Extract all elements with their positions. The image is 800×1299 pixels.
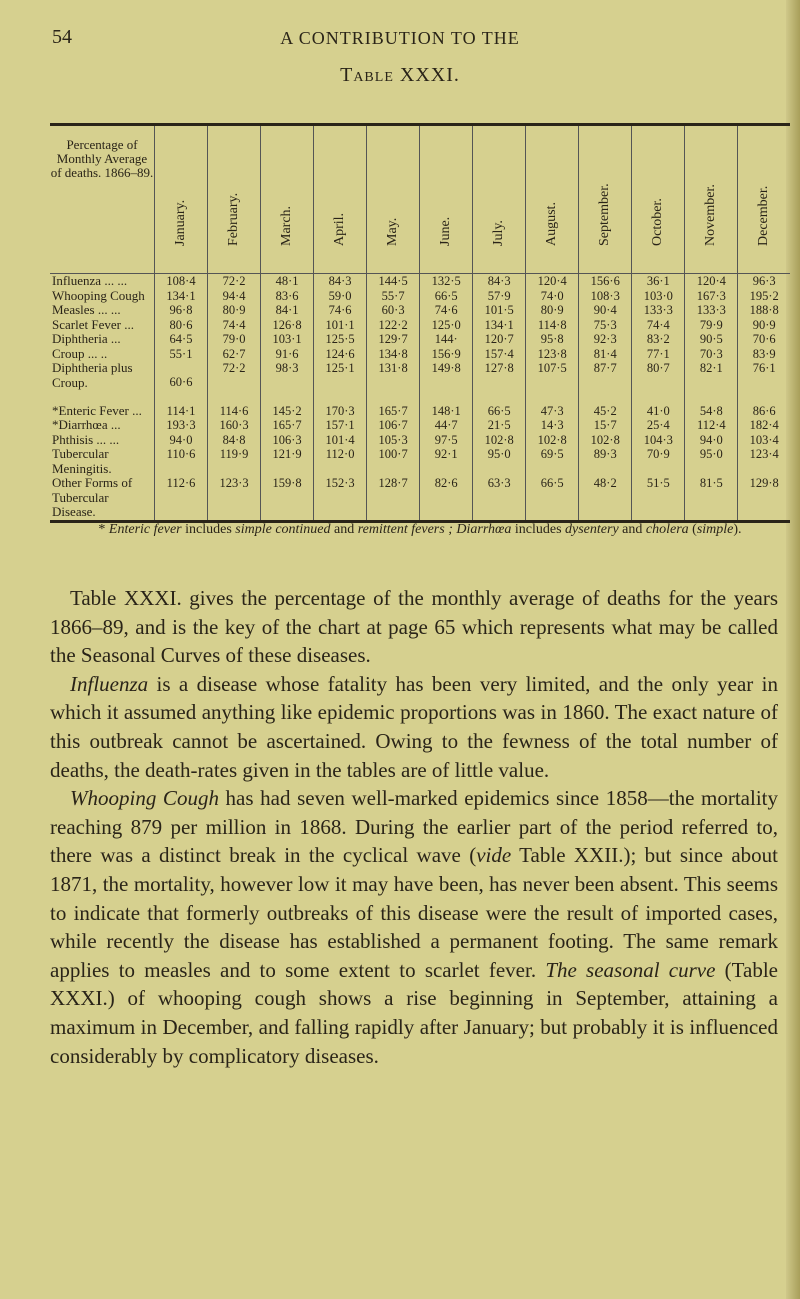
cell-value: 123·4 bbox=[738, 447, 790, 476]
cell-value: 70·9 bbox=[632, 447, 685, 476]
table-row bbox=[50, 289, 790, 304]
cell-value: 14·3 bbox=[526, 418, 579, 433]
cell-value: 122·2 bbox=[367, 318, 420, 333]
cell-value: 80·9 bbox=[208, 303, 261, 318]
cell-value: 134·8 bbox=[367, 347, 420, 362]
italic-text: The seasonal curve bbox=[545, 957, 716, 982]
cell-value: 55·1 bbox=[155, 347, 208, 362]
text-segment: and bbox=[330, 522, 358, 537]
cell-value: 90·5 bbox=[685, 332, 738, 347]
cell-value: 59·0 bbox=[314, 289, 367, 304]
cell-value: 25·4 bbox=[632, 418, 685, 433]
cell-value: 112·6 bbox=[155, 476, 208, 521]
paragraph bbox=[50, 584, 778, 670]
cell-value: 89·3 bbox=[579, 447, 632, 476]
italic-text: simple bbox=[696, 522, 734, 537]
cell-value: 123·8 bbox=[526, 347, 579, 362]
cell-value: 102·8 bbox=[579, 433, 632, 448]
cell-value: 195·2 bbox=[738, 289, 790, 304]
cell-value: 55·7 bbox=[367, 289, 420, 304]
row-label: Scarlet Fever ... bbox=[52, 316, 134, 332]
cell-value: 21·5 bbox=[473, 418, 526, 433]
cell-value: 94·4 bbox=[208, 289, 261, 304]
month-header bbox=[367, 125, 420, 274]
cell-value: 95·8 bbox=[526, 332, 579, 347]
cell-value: 96·3 bbox=[738, 274, 790, 289]
cell-value: 84·3 bbox=[473, 274, 526, 289]
cell-value: 148·1 bbox=[420, 404, 473, 419]
cell-value: 120·4 bbox=[685, 274, 738, 289]
month-header bbox=[685, 125, 738, 274]
text-segment: and bbox=[618, 522, 646, 537]
cell-value: 128·7 bbox=[367, 476, 420, 521]
cell-value: 129·8 bbox=[738, 476, 790, 521]
cell-value: 96·8 bbox=[155, 303, 208, 318]
row-label: Diphtheria ... bbox=[52, 331, 121, 346]
paragraph bbox=[50, 784, 778, 1070]
cell-value: 149·8 bbox=[420, 361, 473, 404]
month-header bbox=[579, 125, 632, 274]
italic-text: Influenza bbox=[70, 671, 149, 696]
cell-value: 133·3 bbox=[632, 303, 685, 318]
cell-value: 74·6 bbox=[314, 303, 367, 318]
cell-value: 103·4 bbox=[738, 433, 790, 448]
table-row bbox=[50, 274, 790, 289]
month-header bbox=[314, 125, 367, 274]
cell-value: 126·8 bbox=[261, 318, 314, 333]
cell-value: 145·2 bbox=[261, 404, 314, 419]
month-label: May. bbox=[385, 217, 401, 246]
cell-value: 70·6 bbox=[738, 332, 790, 347]
italic-text: cholera bbox=[645, 522, 689, 537]
cell-value: 66·5 bbox=[420, 289, 473, 304]
month-header bbox=[420, 125, 473, 274]
cell-value: 114·1 bbox=[155, 404, 208, 419]
month-label: October. bbox=[650, 198, 666, 246]
text-segment: includes bbox=[181, 522, 236, 537]
cell-value: 106·7 bbox=[367, 418, 420, 433]
month-label: September. bbox=[597, 183, 613, 246]
cell-value: 83·9 bbox=[738, 347, 790, 362]
cell-value: 156·6 bbox=[579, 274, 632, 289]
cell-value: 95·0 bbox=[473, 447, 526, 476]
cell-value: 90·9 bbox=[738, 318, 790, 333]
cell-value: 79·0 bbox=[208, 332, 261, 347]
cell-value: 75·3 bbox=[579, 318, 632, 333]
cell-value: 112·4 bbox=[685, 418, 738, 433]
month-header bbox=[738, 125, 790, 274]
running-head: A CONTRIBUTION TO THE bbox=[280, 28, 520, 48]
cell-value: 83·2 bbox=[632, 332, 685, 347]
cell-value: 62·7 bbox=[208, 347, 261, 362]
cell-value: 119·9 bbox=[208, 447, 261, 476]
cell-value: 80·6 bbox=[155, 318, 208, 333]
table-row bbox=[50, 447, 790, 476]
row-label: Whooping Cough bbox=[52, 287, 145, 303]
table-row bbox=[50, 318, 790, 333]
text-segment: ( bbox=[688, 522, 697, 537]
cell-value: 125·5 bbox=[314, 332, 367, 347]
text-segment: Table XXII.); but since about 1871, the mortality, however low it may have been, has never been absent. This seems to indicate that formerly outbreaks of this disease were the result of imported cases, while recently the disease has established a permanent footing. The same remark applies to measles and to some extent to scarlet fever. bbox=[50, 843, 778, 982]
cell-value: 165·7 bbox=[367, 404, 420, 419]
cell-value: 98·3 bbox=[261, 361, 314, 404]
cell-value: 95·0 bbox=[685, 447, 738, 476]
row-label: Other Forms of Tubercular Disease. bbox=[52, 475, 133, 519]
cell-value: 81·5 bbox=[685, 476, 738, 521]
month-label: August. bbox=[544, 202, 560, 246]
cell-value: 125·0 bbox=[420, 318, 473, 333]
month-label: March. bbox=[279, 205, 295, 246]
cell-value: 107·5 bbox=[526, 361, 579, 404]
cell-value: 84·8 bbox=[208, 433, 261, 448]
cell-value: 91·6 bbox=[261, 347, 314, 362]
italic-text: vide bbox=[476, 843, 512, 868]
cell-value: 82·6 bbox=[420, 476, 473, 521]
cell-value: 157·4 bbox=[473, 347, 526, 362]
cell-value: 57·9 bbox=[473, 289, 526, 304]
table-row bbox=[50, 476, 790, 521]
cell-value: 134·1 bbox=[155, 289, 208, 304]
table-row bbox=[50, 418, 790, 433]
month-header bbox=[526, 125, 579, 274]
cell-value: 80·7 bbox=[632, 361, 685, 404]
cell-value: 82·1 bbox=[685, 361, 738, 404]
cell-value: 72·2 bbox=[208, 274, 261, 289]
row-label: Phthisis ... ... bbox=[52, 431, 120, 447]
cell-value: 114·6 bbox=[208, 404, 261, 419]
cell-value: 188·8 bbox=[738, 303, 790, 318]
cell-value: 102·8 bbox=[473, 433, 526, 448]
cell-value: 80·9 bbox=[526, 303, 579, 318]
cell-value: 101·1 bbox=[314, 318, 367, 333]
month-header bbox=[473, 125, 526, 274]
table-title: Table XXXI. bbox=[340, 64, 460, 86]
cell-value: 108·4 bbox=[155, 274, 208, 289]
cell-value: 84·3 bbox=[314, 274, 367, 289]
month-label: February. bbox=[226, 192, 242, 246]
cell-value: 66·5 bbox=[526, 476, 579, 521]
cell-value: 51·5 bbox=[632, 476, 685, 521]
text-segment: ). bbox=[733, 522, 742, 537]
cell-value: 74·0 bbox=[526, 289, 579, 304]
cell-value: 94·0 bbox=[155, 433, 208, 448]
cell-value: 45·2 bbox=[579, 404, 632, 419]
cell-value: 70·3 bbox=[685, 347, 738, 362]
table-row bbox=[50, 303, 790, 318]
cell-value: 124·6 bbox=[314, 347, 367, 362]
mortality-table bbox=[50, 123, 790, 523]
cell-value: 79·9 bbox=[685, 318, 738, 333]
table-row bbox=[50, 347, 790, 362]
table-row bbox=[50, 404, 790, 419]
cell-value: 103·1 bbox=[261, 332, 314, 347]
cell-value: 133·3 bbox=[685, 303, 738, 318]
body-text bbox=[50, 584, 778, 1070]
text-segment: (Table XXXI.) of whooping cough shows a rise beginning in September, attaining a maximum in December, and falling rapidly after January; but probably it is influenced considerably by complicatory diseases. bbox=[50, 957, 778, 1068]
header-label: Percentage of Monthly Average of deaths. 1866–89. bbox=[50, 125, 155, 274]
cell-value: 48·2 bbox=[579, 476, 632, 521]
cell-value: 170·3 bbox=[314, 404, 367, 419]
cell-value: 63·3 bbox=[473, 476, 526, 521]
cell-value: 129·7 bbox=[367, 332, 420, 347]
text-segment: * bbox=[98, 522, 109, 537]
cell-value: 87·7 bbox=[579, 361, 632, 404]
cell-value: 144·5 bbox=[367, 274, 420, 289]
cell-value: 81·4 bbox=[579, 347, 632, 362]
italic-text: dysentery bbox=[565, 522, 619, 537]
month-label: July. bbox=[491, 220, 507, 246]
cell-value: 60·6 bbox=[155, 361, 208, 404]
cell-value: 160·3 bbox=[208, 418, 261, 433]
month-header bbox=[632, 125, 685, 274]
cell-value: 92·3 bbox=[579, 332, 632, 347]
cell-value: 159·8 bbox=[261, 476, 314, 521]
page-number: 54 bbox=[52, 26, 72, 48]
row-label: *Diarrhœa ... bbox=[52, 417, 121, 432]
cell-value: 105·3 bbox=[367, 433, 420, 448]
cell-value: 182·4 bbox=[738, 418, 790, 433]
cell-value: 84·1 bbox=[261, 303, 314, 318]
cell-value: 131·8 bbox=[367, 361, 420, 404]
cell-value: 120·4 bbox=[526, 274, 579, 289]
table-row bbox=[50, 361, 790, 404]
cell-value: 74·4 bbox=[208, 318, 261, 333]
text-segment: Table XXXI. gives the percentage of the monthly average of deaths for the years 1866–89, and is the key of the chart at page 65 which represents what may be called the Seasonal Curves of these diseases. bbox=[50, 586, 778, 668]
cell-value: 15·7 bbox=[579, 418, 632, 433]
cell-value: 193·3 bbox=[155, 418, 208, 433]
cell-value: 83·6 bbox=[261, 289, 314, 304]
cell-value: 66·5 bbox=[473, 404, 526, 419]
cell-value: 103·0 bbox=[632, 289, 685, 304]
cell-value: 101·5 bbox=[473, 303, 526, 318]
cell-value: 167·3 bbox=[685, 289, 738, 304]
footnote bbox=[60, 521, 780, 538]
cell-value: 165·7 bbox=[261, 418, 314, 433]
paragraph bbox=[50, 670, 778, 784]
cell-value: 72·2 bbox=[208, 361, 261, 404]
cell-value: 94·0 bbox=[685, 433, 738, 448]
row-label: Measles ... ... bbox=[52, 302, 121, 317]
italic-text: Whooping Cough bbox=[70, 786, 219, 811]
text-segment: has had seven well-marked epidemics since 1858—the mortality reaching 879 per million in 1868. During the earlier part of the period referred to, there was a distinct break in the cyclical wave ( bbox=[50, 786, 778, 868]
cell-value: 76·1 bbox=[738, 361, 790, 404]
italic-text: remittent fevers ; Diarrhœa bbox=[357, 522, 512, 537]
cell-value: 127·8 bbox=[473, 361, 526, 404]
table-row bbox=[50, 332, 790, 347]
text-segment: is a disease whose fatality has been very limited, and the only year in which it assumed anything like epidemic proportions was in 1860. The exact nature of this outbreak cannot be ascertained. Owing to the fewness of the total number of deaths, the death-rates given in the tables are of little value. bbox=[50, 671, 778, 782]
month-label: June. bbox=[438, 216, 454, 246]
cell-value: 101·4 bbox=[314, 433, 367, 448]
italic-text: simple continued bbox=[235, 522, 331, 537]
cell-value: 120·7 bbox=[473, 332, 526, 347]
cell-value: 90·4 bbox=[579, 303, 632, 318]
cell-value: 92·1 bbox=[420, 447, 473, 476]
cell-value: 110·6 bbox=[155, 447, 208, 476]
cell-value: 86·6 bbox=[738, 404, 790, 419]
cell-value: 36·1 bbox=[632, 274, 685, 289]
cell-value: 97·5 bbox=[420, 433, 473, 448]
italic-text: Enteric fever bbox=[108, 522, 182, 537]
month-label: April. bbox=[332, 212, 348, 246]
month-header bbox=[261, 125, 314, 274]
cell-value: 123·3 bbox=[208, 476, 261, 521]
cell-value: 134·1 bbox=[473, 318, 526, 333]
row-label: Diphtheria plus Croup. bbox=[52, 360, 133, 390]
cell-value: 108·3 bbox=[579, 289, 632, 304]
cell-value: 47·3 bbox=[526, 404, 579, 419]
month-header bbox=[208, 125, 261, 274]
cell-value: 144· bbox=[420, 332, 473, 347]
cell-value: 74·6 bbox=[420, 303, 473, 318]
cell-value: 44·7 bbox=[420, 418, 473, 433]
table-row bbox=[50, 433, 790, 448]
cell-value: 121·9 bbox=[261, 447, 314, 476]
cell-value: 48·1 bbox=[261, 274, 314, 289]
table-header-row bbox=[50, 125, 790, 274]
row-label: *Enteric Fever ... bbox=[52, 402, 142, 418]
row-label: Croup ... .. bbox=[52, 345, 108, 361]
month-label: November. bbox=[703, 184, 719, 246]
text-segment: includes bbox=[511, 522, 566, 537]
cell-value: 104·3 bbox=[632, 433, 685, 448]
row-label: Tubercular Meningitis. bbox=[52, 446, 112, 476]
cell-value: 106·3 bbox=[261, 433, 314, 448]
cell-value: 125·1 bbox=[314, 361, 367, 404]
cell-value: 74·4 bbox=[632, 318, 685, 333]
cell-value: 77·1 bbox=[632, 347, 685, 362]
month-label: January. bbox=[173, 199, 189, 246]
cell-value: 102·8 bbox=[526, 433, 579, 448]
cell-value: 60·3 bbox=[367, 303, 420, 318]
cell-value: 114·8 bbox=[526, 318, 579, 333]
cell-value: 132·5 bbox=[420, 274, 473, 289]
cell-value: 156·9 bbox=[420, 347, 473, 362]
cell-value: 100·7 bbox=[367, 447, 420, 476]
month-label: December. bbox=[756, 185, 772, 246]
cell-value: 69·5 bbox=[526, 447, 579, 476]
cell-value: 41·0 bbox=[632, 404, 685, 419]
cell-value: 112·0 bbox=[314, 447, 367, 476]
cell-value: 54·8 bbox=[685, 404, 738, 419]
cell-value: 64·5 bbox=[155, 332, 208, 347]
month-header bbox=[155, 125, 208, 274]
row-label: Influenza ... ... bbox=[52, 273, 128, 288]
cell-value: 152·3 bbox=[314, 476, 367, 521]
cell-value: 157·1 bbox=[314, 418, 367, 433]
